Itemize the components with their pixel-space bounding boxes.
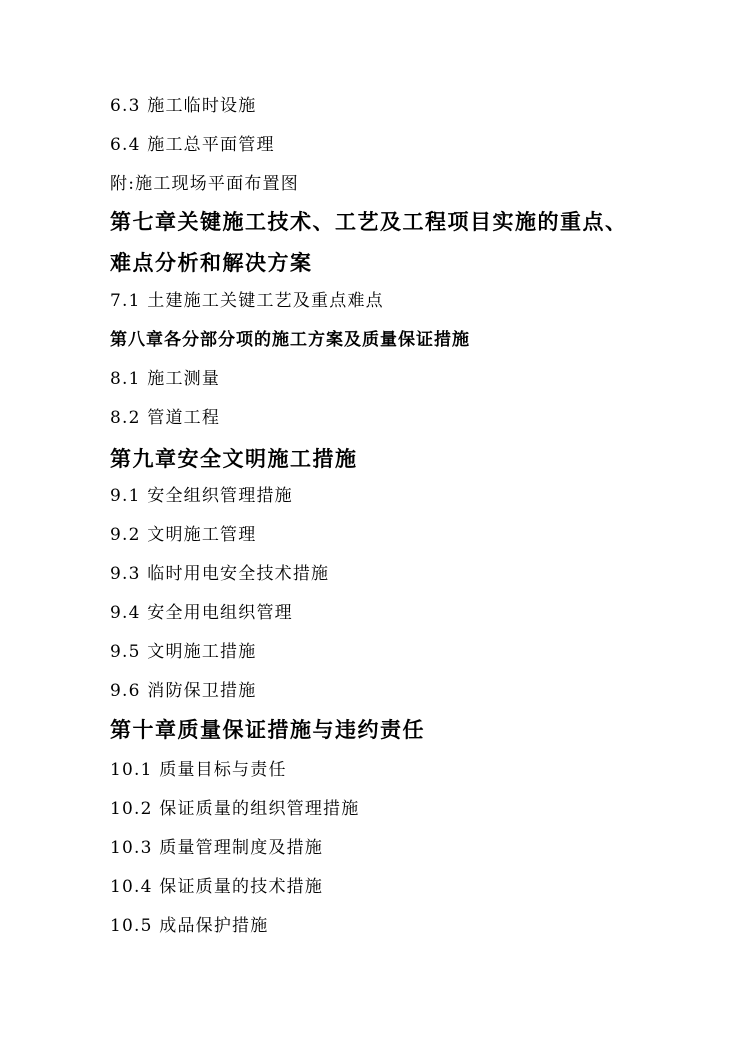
toc-item-10-5: 10.5 成品保护措施: [110, 916, 269, 936]
toc-item-10-4: 10.4 保证质量的技术措施: [110, 877, 324, 897]
toc-item-10-2: 10.2 保证质量的组织管理措施: [110, 799, 360, 819]
toc-item-9-2: 9.2 文明施工管理: [110, 525, 257, 545]
chapter-9-heading: 第九章安全文明施工措施: [110, 447, 358, 471]
toc-item-9-4: 9.4 安全用电组织管理: [110, 603, 293, 623]
toc-item-9-6: 9.6 消防保卫措施: [110, 681, 257, 701]
toc-item-9-5: 9.5 文明施工措施: [110, 642, 257, 662]
chapter-10-heading: 第十章质量保证措施与违约责任: [110, 718, 425, 742]
toc-appendix: 附:施工现场平面布置图: [110, 174, 299, 194]
chapter-8-heading: 第八章各分部分项的施工方案及质量保证措施: [110, 330, 470, 350]
toc-item-9-3: 9.3 临时用电安全技术措施: [110, 564, 330, 584]
toc-item-10-3: 10.3 质量管理制度及措施: [110, 838, 324, 858]
toc-item-8-2: 8.2 管道工程: [110, 408, 221, 428]
toc-item-6-3: 6.3 施工临时设施: [110, 96, 257, 116]
toc-item-10-1: 10.1 质量目标与责任: [110, 760, 287, 780]
toc-item-7-1: 7.1 土建施工关键工艺及重点难点: [110, 291, 384, 311]
toc-item-9-1: 9.1 安全组织管理措施: [110, 486, 293, 506]
chapter-7-heading-line2: 难点分析和解决方案: [110, 251, 313, 275]
toc-item-6-4: 6.4 施工总平面管理: [110, 135, 275, 155]
toc-item-8-1: 8.1 施工测量: [110, 369, 221, 389]
chapter-7-heading-line1: 第七章关键施工技术、工艺及工程项目实施的重点、: [110, 210, 628, 234]
